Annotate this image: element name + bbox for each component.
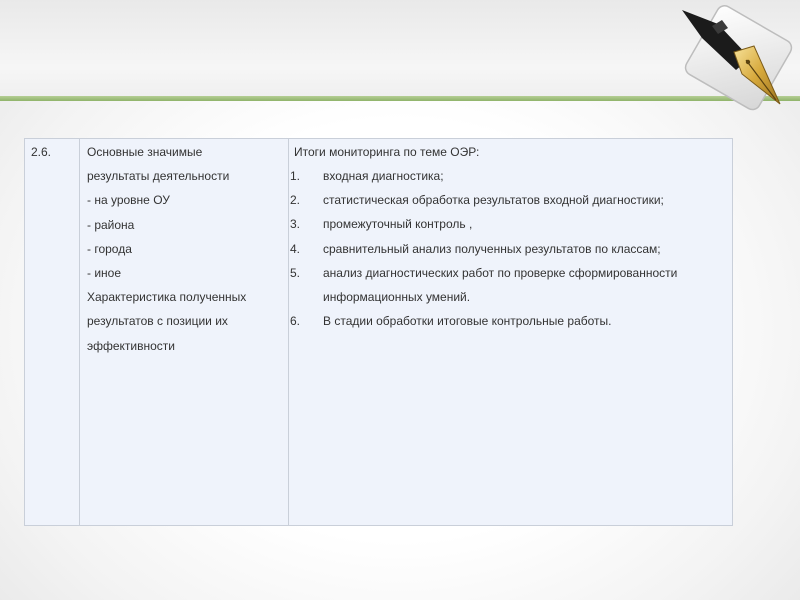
list-item <box>289 188 729 212</box>
results-title: Итоги мониторинга по теме ОЭР: <box>294 145 480 159</box>
list-item-text: статистическая обработка результатов входной диагностики; <box>323 193 664 208</box>
list-item-text: промежуточный контроль , <box>323 217 473 232</box>
list-item <box>289 309 729 333</box>
list-item <box>289 237 729 261</box>
list-item-number: 2. <box>290 193 301 208</box>
indicator-line: - на уровне ОУ <box>87 193 170 208</box>
indicator-line: - города <box>87 241 132 256</box>
indicator-column <box>80 139 289 525</box>
indicator-line: - района <box>87 217 135 232</box>
content-table <box>24 138 733 526</box>
indicator-line: результатов с позиции их <box>87 314 228 329</box>
list-item <box>289 212 729 236</box>
list-item-text: анализ диагностических работ по проверке сформированности <box>323 265 678 280</box>
fountain-pen-icon <box>672 4 800 122</box>
list-item-number: 1. <box>290 169 301 183</box>
number-column <box>25 139 80 525</box>
indicator-line: Характеристика полученных <box>87 290 247 305</box>
list-item-number: 4. <box>290 241 301 256</box>
results-list <box>289 164 729 333</box>
list-item-text: входная диагностика; <box>323 169 444 183</box>
indicator-line: Основные значимые <box>87 145 203 159</box>
results-column <box>289 139 732 525</box>
list-item <box>289 261 729 309</box>
indicator-line: результаты деятельности <box>87 169 230 184</box>
list-item-text: сравнительный анализ полученных результатов по классам; <box>323 241 661 256</box>
row-number: 2.6. <box>31 145 52 159</box>
indicator-text <box>87 140 287 358</box>
list-item <box>289 164 729 188</box>
indicator-line: - иное <box>87 266 122 281</box>
list-item-number: 3. <box>290 217 301 232</box>
list-item-number: 5. <box>290 265 301 280</box>
indicator-line: эффективности <box>87 338 176 353</box>
list-item-text: В стадии обработки итоговые контрольные работы. <box>323 314 612 329</box>
list-item-text: информационных умений. <box>323 290 471 305</box>
list-item-number: 6. <box>290 314 301 329</box>
